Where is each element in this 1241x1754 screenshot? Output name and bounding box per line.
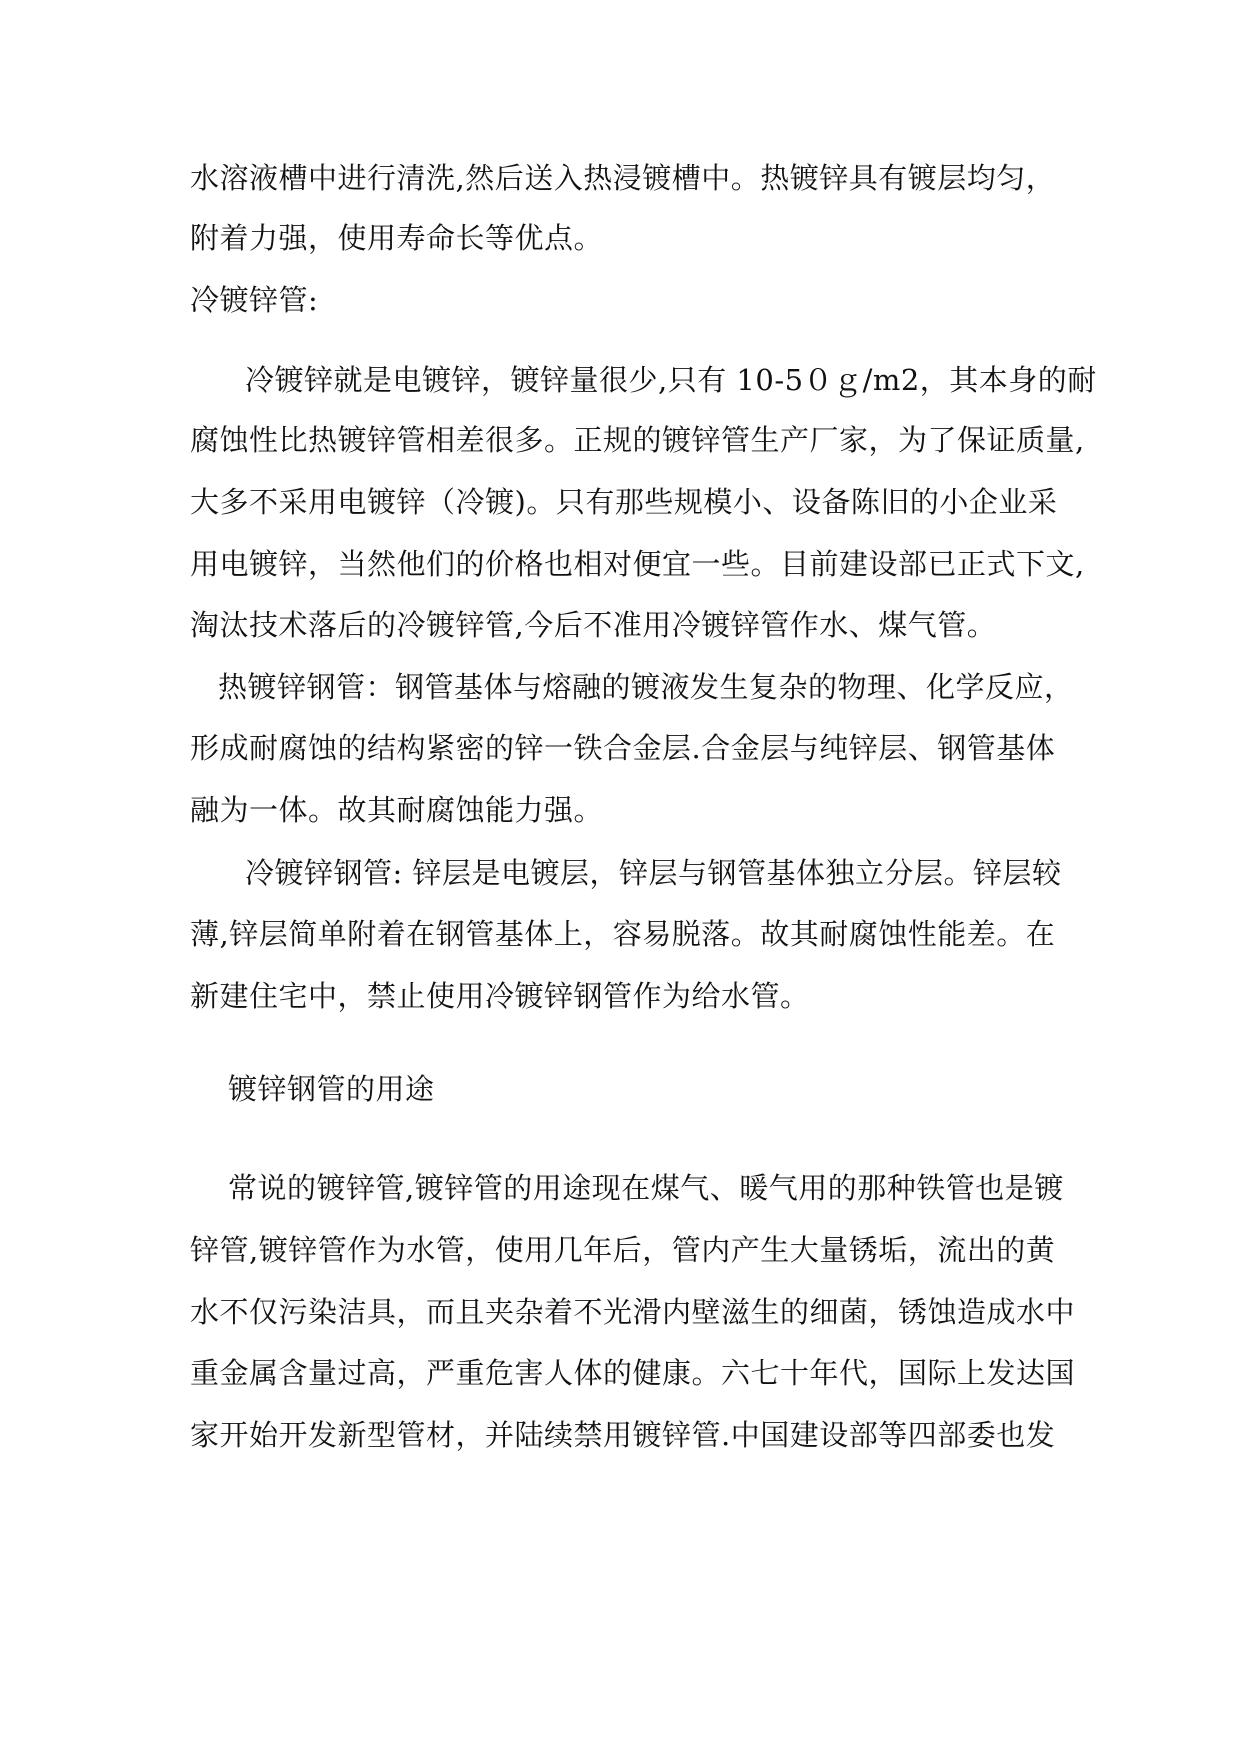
text-line: 水溶液槽中进行清洗,然后送入热浸镀槽中。热镀锌具有镀层均匀， [190,161,1056,195]
text-line: 大多不采用电镀锌（冷镀)。只有那些规模小、设备陈旧的小企业采 [190,485,1058,519]
section-label: 冷镀锌管: [190,283,319,317]
text-line: 重金属含量过高，严重危害人体的健康。六七十年代，国际上发达国 [190,1356,1076,1390]
paragraph-first-line: 热镀锌钢管：钢管基体与熔融的镀液发生复杂的物理、化学反应， [218,670,1074,704]
text-line: 附着力强，使用寿命长等优点。 [190,221,604,255]
text-line: 锌管,镀锌管作为水管，使用几年后，管内产生大量锈垢，流出的黄 [190,1233,1056,1267]
paragraph-first-line: 冷镀锌钢管: 锌层是电镀层，锌层与钢管基体独立分层。锌层较 [245,856,1062,890]
text-line: 薄,锌层简单附着在钢管基体上，容易脱落。故其耐腐蚀性能差。在 [190,917,1056,951]
text-line: 腐蚀性比热镀锌管相差很多。正规的镀锌管生产厂家，为了保证质量, [190,423,1085,457]
text-line: 新建住宅中，禁止使用冷镀锌钢管作为给水管。 [190,979,810,1013]
text-line: 水不仅污染洁具，而且夹杂着不光滑内壁滋生的细菌，锈蚀造成水中 [190,1295,1076,1329]
text-line: 用电镀锌，当然他们的价格也相对便宜一些。目前建设部已正式下文, [190,547,1085,581]
paragraph-first-line: 常说的镀锌管,镀锌管的用途现在煤气、暖气用的那种铁管也是镀 [228,1171,1064,1205]
text-line: 淘汰技术落后的冷镀锌管,今后不准用冷镀锌管作水、煤气管。 [190,608,997,642]
text-line: 融为一体。故其耐腐蚀能力强。 [190,793,604,827]
text-line: 形成耐腐蚀的结构紧密的锌一铁合金层.合金层与纯锌层、钢管基体 [190,731,1056,765]
text-line: 家开始开发新型管材，并陆续禁用镀锌管.中国建设部等四部委也发 [190,1418,1056,1452]
paragraph-first-line: 冷镀锌就是电镀锌，镀锌量很少,只有 10-5０ｇ/m2，其本身的耐 [245,363,1097,397]
section-heading: 镀锌钢管的用途 [228,1072,435,1106]
